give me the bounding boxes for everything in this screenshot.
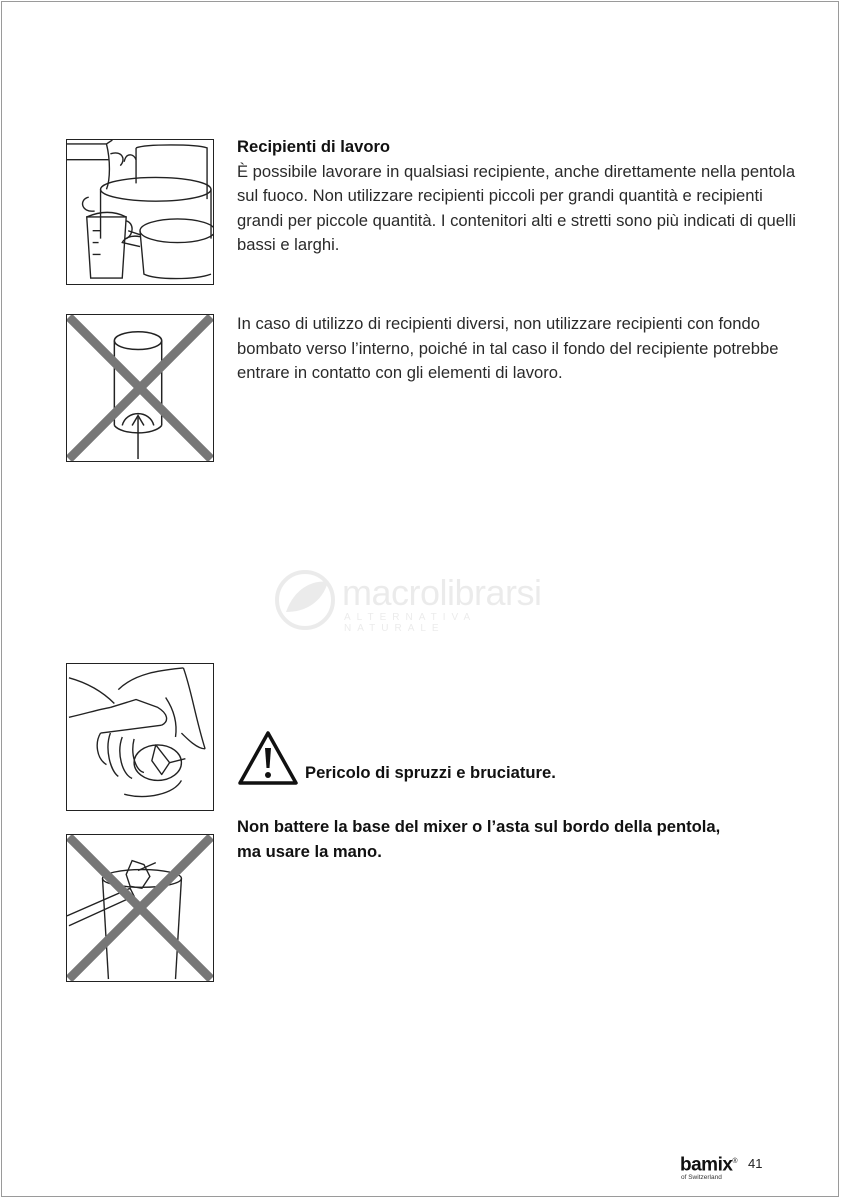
prohibited-cross-icon bbox=[69, 317, 211, 459]
section-heading: Recipienti di lavoro bbox=[237, 137, 391, 156]
warning-triangle-icon bbox=[237, 730, 299, 786]
leaf-logo-icon bbox=[272, 568, 338, 632]
section-domed-text bbox=[237, 312, 797, 386]
domed-container-illustration bbox=[66, 314, 214, 462]
pot-rim-tapping-illustration bbox=[66, 834, 214, 982]
section-paragraph: È possibile lavorare in qualsiasi recipiente, anche direttamente nella pentola sul fuoco. Non utilizzare recipienti piccoli per grandi quantità e recipienti grandi per piccole quantità. I contenitori alti e stretti sono più indicati di quelli bassi e larghi. bbox=[237, 161, 796, 255]
page-number: 41 bbox=[748, 1156, 763, 1171]
warning-row bbox=[237, 728, 556, 786]
prohibited-cross-icon bbox=[69, 837, 211, 979]
watermark-brand: macrolibrarsi bbox=[342, 572, 542, 613]
bamix-logo bbox=[680, 1152, 740, 1181]
section-paragraph: In caso di utilizzo di recipienti diversi, non utilizzare recipienti con fondo bombato verso l’interno, poiché in tal caso il fondo del recipiente potrebbe entrare in contatto con gli elementi di lavoro. bbox=[237, 314, 779, 383]
footer-brand-sub: of Switzerland bbox=[681, 1174, 722, 1182]
containers-illustration bbox=[66, 139, 214, 285]
section-containers-text bbox=[237, 135, 797, 258]
warning-instruction: Non battere la base del mixer o l’asta sul bordo della pentola, ma usare la mano. bbox=[237, 817, 721, 861]
footer-brand-name: bamix® bbox=[680, 1154, 738, 1176]
watermark-tagline: ALTERNATIVA NATURALE bbox=[344, 612, 476, 634]
watermark bbox=[272, 568, 582, 634]
hand-tapping-illustration bbox=[66, 663, 214, 811]
warning-label: Pericolo di spruzzi e bruciature. bbox=[305, 763, 556, 782]
